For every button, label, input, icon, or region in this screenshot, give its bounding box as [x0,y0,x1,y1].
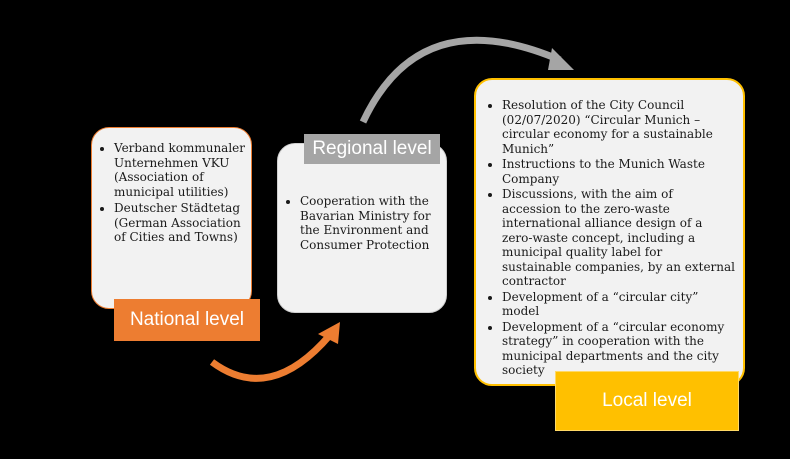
national-level-label: National level [114,299,260,341]
list-item: • Verband kommunaler Unternehmen VKU (Association of municipal utilities) [114,141,245,199]
list-item: • Development of a “circular city” model [502,290,735,319]
local-level-box [474,78,745,386]
arrow-national-to-regional [212,335,330,378]
list-item: • Deutscher Städtetag (German Association of Cities and Towns) [114,201,245,245]
national-items-list [92,128,251,245]
list-item: • Discussions, with the aim of accession to the zero-waste international alliance design of a zero-waste concept, including a municipal quality label for sustainable companies, by an external contractor [502,187,735,289]
local-items-list [476,80,743,378]
national-level-box [91,127,252,309]
list-item: • Cooperation with the Bavarian Ministry for the Environment and Consumer Protection [300,194,438,252]
regional-level-box [277,143,447,313]
list-item: • Development of a “circular economy strategy” in cooperation with the municipal departments and the city society [502,320,735,378]
regional-level-label: Regional level [304,134,440,164]
list-item: • Resolution of the City Council (02/07/2020) “Circular Munich – circular economy for a sustainable Munich” [502,98,735,156]
list-item: • Instructions to the Munich Waste Company [502,157,735,186]
arrow-head-gray [548,48,574,70]
local-level-label: Local level [555,371,739,431]
